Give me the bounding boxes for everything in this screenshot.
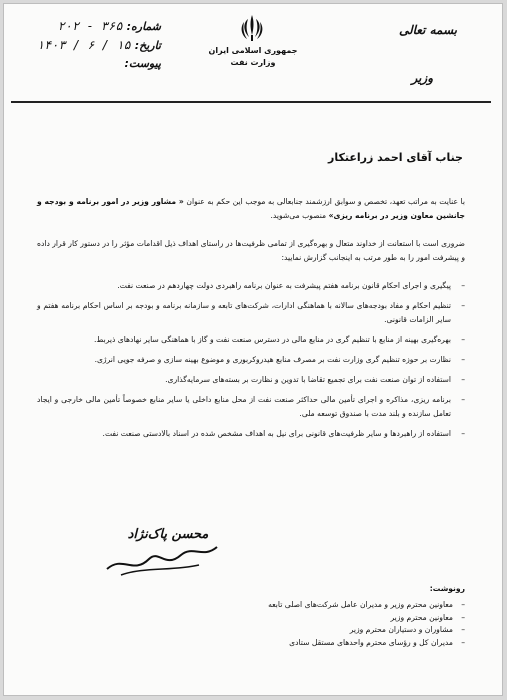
list-item: – برنامه ریزی، مذاکره و اجرای تأمین مالی حداکثر صنعت نفت از محل منابع داخلی یا سایر منابع خصوصاً تأمین مالی خارجی و ایجاد تعامل سازنده و بلند مدت با صندوق توسعه ملی. (37, 393, 465, 421)
intro-text-2: منصوب می‌شوید. (270, 211, 327, 220)
instruction-paragraph: ضروری است با استعانت از خداوند متعال و بهره‌گیری از تمامی ظرفیت‌ها در راستای اهداف ذیل اقدامات مؤثر را در دستور کار قرار داده و پیشرفت امور را به طور مرتب به اینجانب گزارش نمایید: (37, 239, 465, 262)
list-item: – مشاوران و دستیاران محترم وزیر (135, 624, 465, 637)
intro-appointment-title: « مشاور وزیر در امور برنامه و بودجه و جانشین معاون وزیر در برنامه ریزی» (37, 197, 465, 220)
list-item: – استفاده از توان صنعت نفت برای تجمیع تقاضا با تدوین و نظارت بر بسته‌های سرمایه‌گذاری. (37, 373, 465, 387)
signatory-name: محسن پاک‌نژاد (127, 527, 209, 542)
org-line-ministry: وزارت نفت (230, 58, 276, 67)
letter-meta (11, 17, 161, 73)
list-item: – بهره‌گیری بهینه از منابع با تنظیم گری در منابع مالی در دسترس صنعت نفت و گاز با هماهنگی سایر نهادهای ذیربط. (37, 333, 465, 347)
bismillah-heading: بسمه تعالی (398, 23, 457, 37)
header-divider (11, 101, 491, 103)
list-item: – معاونین محترم وزیر و مدیران عامل شرکت‌های اصلی تابعه (135, 599, 465, 612)
iran-emblem-icon (239, 13, 265, 43)
action-list (37, 279, 465, 441)
signature-block (103, 525, 233, 585)
letter-attachment-row (11, 55, 161, 73)
handwritten-signature-icon (103, 525, 233, 585)
list-item: – معاونین محترم وزیر (135, 612, 465, 625)
list-item: – مدیران کل و رؤسای محترم واحدهای مستقل ستادی (135, 637, 465, 650)
list-item: – پیگیری و اجرای احکام قانون برنامه هفتم پیشرفت به عنوان برنامه راهبردی دولت چهاردهم در صنعت نفت. (37, 279, 465, 293)
org-line-country: جمهوری اسلامی ایران (208, 46, 298, 55)
cc-list (135, 599, 465, 649)
list-item: – تنظیم احکام و مفاد بودجه‌های سالانه با هماهنگی ادارات، شرکت‌های تابعه و سازمانه برنامه و بودجه بر اساس احکام برنامه هفتم و سایر الزامات قانونی. (37, 299, 465, 327)
cc-block (135, 584, 465, 649)
list-item: – استفاده از راهبردها و سایر ظرفیت‌های قانونی برای نیل به اهداف مشخص شده در اسناد بالادستی صنعت نفت. (37, 427, 465, 441)
number-label: شماره: (126, 20, 161, 33)
recipient-line: جناب آقای احمد زراعتکار (327, 151, 463, 164)
list-item: – نظارت بر حوزه تنظیم گری وزارت نفت بر مصرف منابع هیدروکربوری و موضوع بهینه سازی و صرفه جویی انرژی. (37, 353, 465, 367)
intro-paragraph (37, 195, 465, 223)
sender-role: وزیر (411, 71, 433, 85)
organization-name (199, 45, 307, 69)
date-value: ۱۴۰۳ / ۶ / ۱۵ (36, 38, 131, 52)
intro-text-1: با عنایت به مراتب تعهد، تخصص و سوابق ارزشمند جنابعالی به موجب این حکم به عنوان (186, 197, 465, 206)
letter-number-row (11, 17, 161, 36)
number-value: ۲۰۲ - ۳۶۵ (57, 19, 123, 33)
cc-title: رونوشت: (429, 584, 465, 593)
date-label: تاریخ: (134, 39, 161, 52)
attachment-label: پیوست: (124, 57, 161, 70)
letter-page (3, 3, 503, 696)
letter-date-row (11, 36, 161, 55)
letter-body (37, 195, 465, 447)
